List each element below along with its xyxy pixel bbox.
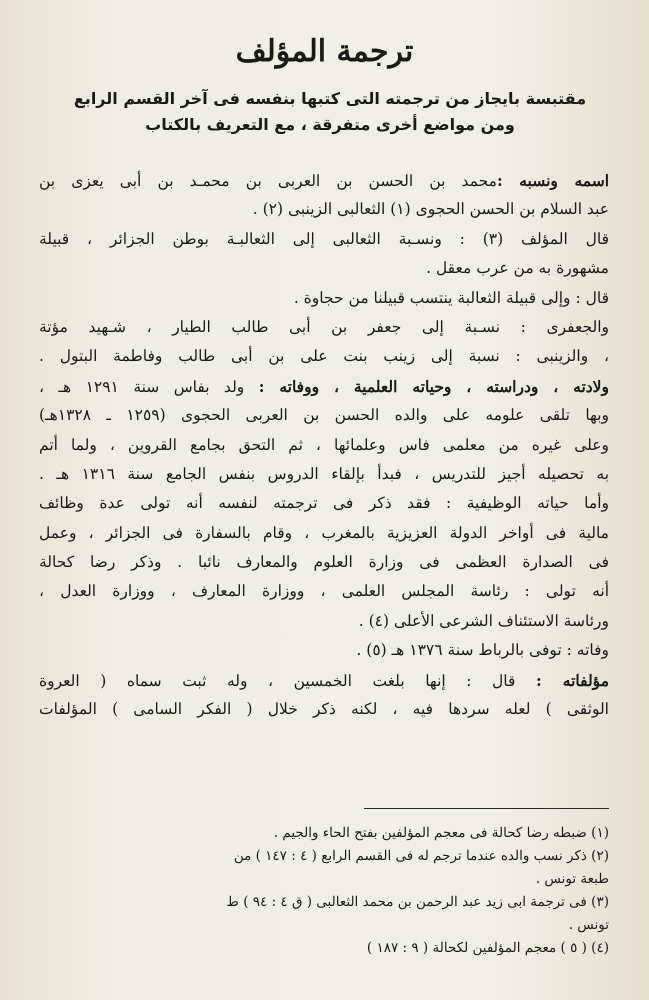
name-text: محمد بن الحسن بن العربى بن محمـد بن أبى يعزى بن bbox=[39, 172, 497, 190]
footnote: (٣) فى ترجمة ابى زيد عبد الرحمن بن محمد الثعالبى ( ق ٤ : ٩٤ ) ط bbox=[226, 894, 609, 910]
paragraph-line: فى الصدارة العظمى فى وزارة العلوم والمعارف نائبا . وذكر رضا كحالة bbox=[39, 553, 609, 572]
footnote-separator bbox=[364, 808, 609, 809]
footnote-continuation: تونس . bbox=[568, 917, 609, 933]
subtitle-line: ومن مواضع أخرى متفرقة ، مع التعريف بالكتاب bbox=[145, 115, 515, 134]
body-text bbox=[39, 166, 609, 724]
footnotes bbox=[49, 822, 609, 960]
paragraph-line: ، والزينبى : نسبة إلى زينب بنت على بن أبى طالب وفاطمة البتول . bbox=[39, 347, 610, 366]
paragraph-line: به تحصيله أجيز للتدريس ، فبدأ بإلقاء الدروس بنفس الجامع سنة ١٣١٦ هـ . bbox=[39, 464, 610, 483]
section-heading-works: مؤلفاته : bbox=[536, 670, 609, 690]
paragraph-line bbox=[39, 372, 609, 401]
paragraph-line: وبها تلقى علومه على والده الحسن بن العربى الحجوى (١٢٥٩ ـ ١٣٢٨هـ) bbox=[39, 406, 610, 425]
paragraph-line: وأما حياته الوظيفية : فقد ذكر فى ترجمته لنفسه أنه تولى عدة وظائف bbox=[39, 494, 609, 513]
paragraph-line bbox=[39, 166, 609, 195]
paragraph-line: وفاته : توفى بالرباط سنة ١٣٧٦ هـ (٥) . bbox=[356, 641, 609, 660]
paragraph-line: مالية فى أواخر الدولة العزيزية بالمغرب ، وقام بالسفارة فى الجزائر ، وعمل bbox=[39, 523, 609, 542]
page-title: ترجمة المؤلف bbox=[235, 34, 414, 69]
section-heading-name: اسمه ونسبه : bbox=[496, 171, 610, 190]
paragraph-line: ورئاسة الاستئناف الشرعى الأعلى (٤) . bbox=[358, 611, 609, 630]
paragraph-line bbox=[39, 666, 609, 695]
paragraph-line: قال المؤلف (٣) : ونسـبة الثعالبى إلى الثعالبـة بوطن الجزائر ، قبيلة bbox=[39, 229, 610, 248]
section-heading-birth: ولادته ، ودراسته ، وحياته العلمية ، ووفاته : bbox=[258, 376, 609, 396]
subtitle-line: مقتبسة بايجاز من ترجمته التى كتبها بنفسه فى آخر القسم الرابع bbox=[73, 89, 587, 108]
footnote: (٤) ( ٥ ) معجم المؤلفين لكحالة ( ٩ : ١٨٧ ) bbox=[366, 940, 609, 956]
footnote: (٢) ذكر نسب والده عندما ترجم له فى القسم الرابع ( ٤ : ١٤٧ ) من bbox=[233, 848, 609, 864]
paragraph-line: قال : وإلى قبيلة الثعالبة ينتسب قبيلنا من حجاوة . bbox=[293, 288, 609, 307]
works-text: قال : إنها بلغت الخمسين ، وله ثبت سماه ( العروة bbox=[39, 671, 516, 690]
birth-text: ولد بفاس سنة ١٢٩١ هـ ، bbox=[39, 377, 245, 396]
page-subtitle bbox=[50, 86, 610, 138]
paragraph-line: عبد السلام بن الحسن الحجوى (١) الثعالبى الزينبى (٢) . bbox=[252, 200, 609, 219]
paragraph-line: والجعفرى : نسـبة إلى جعفر بن أبى طالب الطيار ، شـهيد مؤتة bbox=[39, 317, 609, 336]
paragraph-line: الوثقى ) لعله سردها فيه ، لكنه ذكر خلال ( الفكر السامى ) المؤلفات bbox=[39, 700, 609, 719]
paragraph-line: مشهورة به من عرب معقل . bbox=[426, 259, 609, 278]
paragraph-line: وعلى غيره من معلمى فاس وعلمائها ، ثم التحق بجامع القروين ، ولما أتم bbox=[39, 435, 609, 454]
footnote: (١) ضبطه رضا كحالة فى معجم المؤلفين بفتح الحاء والجيم . bbox=[273, 825, 609, 841]
footnote-continuation: طبعة تونس . bbox=[535, 871, 609, 887]
paragraph-line: أنه تولى : رئاسة المجلس العلمى ، ووزارة المعارف ، ووزارة العدل ، bbox=[39, 582, 609, 601]
